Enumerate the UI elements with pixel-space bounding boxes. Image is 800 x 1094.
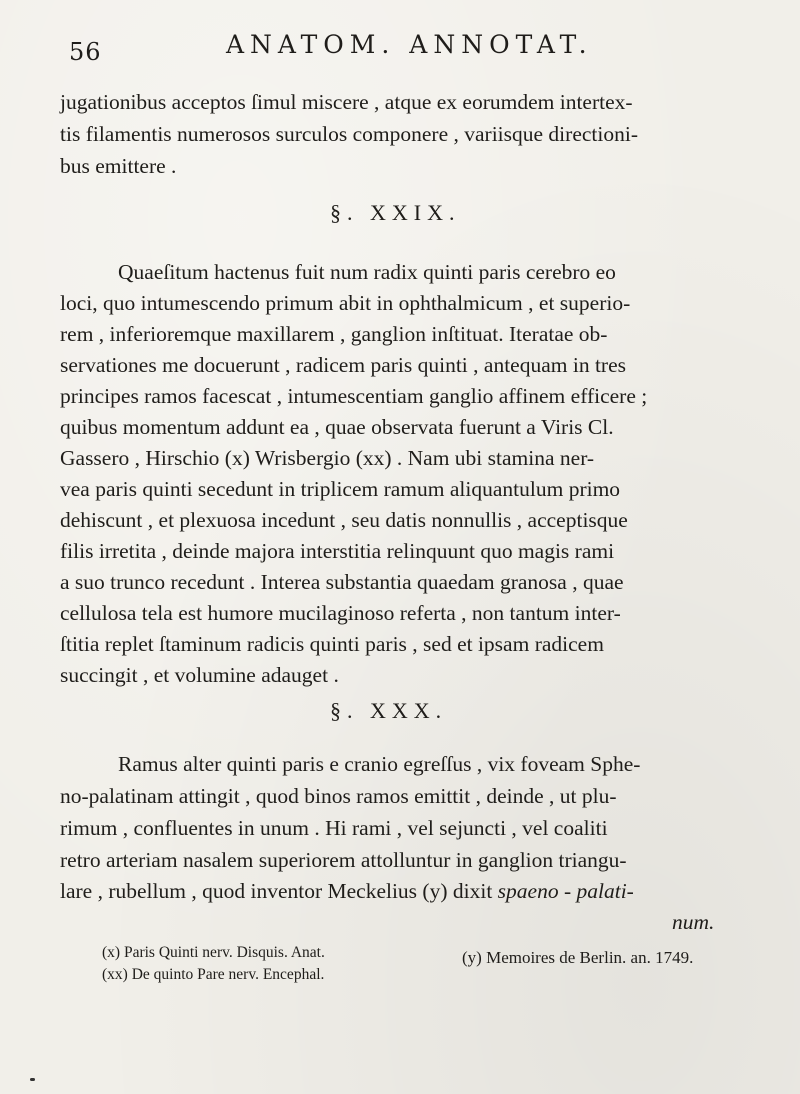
text-line: cellulosa tela est humore mucilaginoso referta , non tantum inter- xyxy=(60,601,621,625)
text-line: loci, quo intumescendo primum abit in ophthalmicum , et superio- xyxy=(60,291,631,315)
text-line xyxy=(60,881,634,903)
footnote-xx: (xx) De quinto Pare nerv. Encephal. xyxy=(102,966,325,983)
text-line: rem , inferioremque maxillarem , ganglion inſtituat. Iteratae ob- xyxy=(60,322,608,346)
text-line: retro arteriam nasalem superiorem attolluntur in ganglion triangu- xyxy=(60,848,627,872)
text-line: a suo trunco recedunt . Interea substantia quaedam granosa , quae xyxy=(60,570,624,594)
text-line: Quaeſitum hactenus fuit num radix quinti paris cerebro eo xyxy=(118,260,616,284)
section-heading-xxx: §. XXX. xyxy=(330,698,448,723)
page-number: 56 xyxy=(69,38,102,66)
text-line: jugationibus acceptos ſimul miscere , atque ex eorumdem intertex- xyxy=(60,90,633,114)
footnote-x: (x) Paris Quinti nerv. Disquis. Anat. xyxy=(102,944,325,961)
text-line-roman: lare , rubellum , quod inventor Meckelius (y) dixit xyxy=(60,879,493,903)
section-heading-xxix: §. XXIX. xyxy=(330,200,461,225)
text-line: bus emittere . xyxy=(60,154,177,178)
text-line: dehiscunt , et plexuosa incedunt , seu datis nonnullis , acceptisque xyxy=(60,508,628,532)
text-line: quibus momentum addunt ea , quae observata fuerunt a Viris Cl. xyxy=(60,415,614,439)
text-line: Ramus alter quinti paris e cranio egreſſus , vix foveam Sphe- xyxy=(118,752,641,776)
text-line: rimum , confluentes in unum . Hi rami , vel sejuncti , vel coaliti xyxy=(60,816,608,840)
ink-mark xyxy=(30,1078,35,1081)
text-line: servationes me docuerunt , radicem paris quinti , antequam in tres xyxy=(60,353,626,377)
footnote-y: (y) Memoires de Berlin. an. 1749. xyxy=(462,948,694,967)
text-line: principes ramos facescat , intumescentiam ganglio affinem efficere ; xyxy=(60,384,648,408)
text-line: ſtitia replet ſtaminum radicis quinti paris , sed et ipsam radicem xyxy=(60,632,604,656)
text-line: Gassero , Hirschio (x) Wrisbergio (xx) . Nam ubi stamina ner- xyxy=(60,446,595,470)
text-line: succingit , et volumine adauget . xyxy=(60,663,339,687)
text-line: tis filamentis numerosos surculos componere , variisque directioni- xyxy=(60,122,638,146)
running-head: ANATOM. ANNOTAT. xyxy=(226,30,593,59)
italic-term-continuation: num. xyxy=(672,910,715,934)
text-line: no-palatinam attingit , quod binos ramos emittit , deinde , ut plu- xyxy=(60,784,617,808)
text-line: filis irretita , deinde majora interstitia relinquunt quo magis rami xyxy=(60,539,615,563)
italic-term: spaeno - palati- xyxy=(497,879,634,903)
text-line: vea paris quinti secedunt in triplicem ramum aliquantulum primo xyxy=(60,477,621,501)
